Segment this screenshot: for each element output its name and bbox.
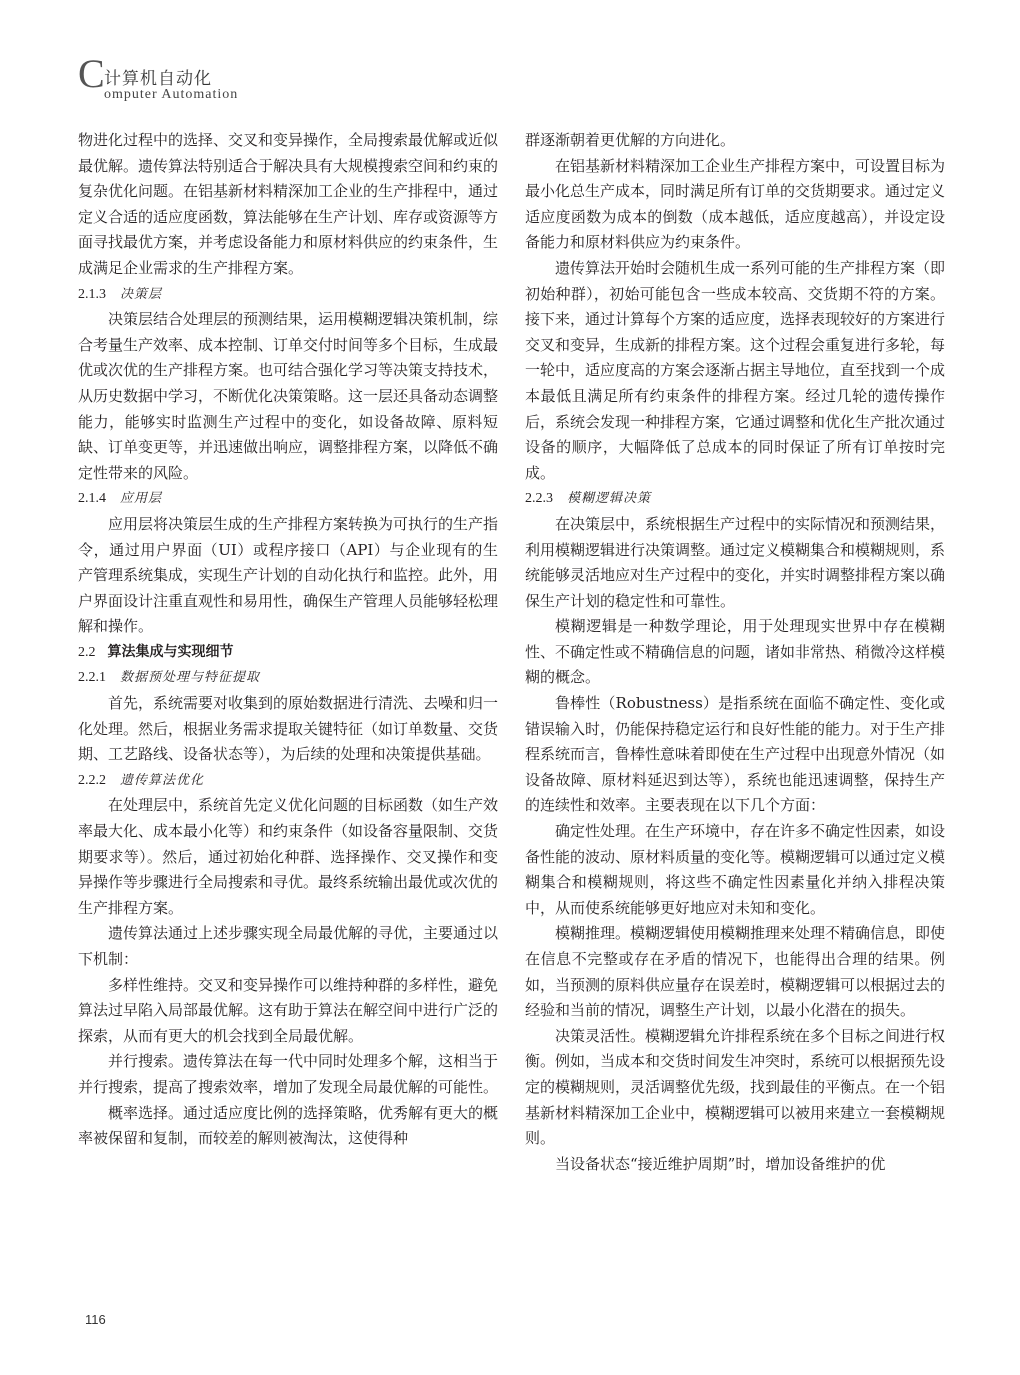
page-number: 116 xyxy=(85,1312,106,1327)
paragraph: 鲁棒性（Robustness）是指系统在面临不确定性、变化或错误输入时，仍能保持稳定运行和良好性能的能力。对于生产排程系统而言，鲁棒性意味着即使在生产过程中出现意外情况（如设备故障、原材料延迟到达等），系统也能迅速调整，保持生产的连续性和效率。主要表现在以下几个方面： xyxy=(525,694,946,815)
section-number: 2.2.1 xyxy=(78,670,106,686)
journal-title-cn: 计算机自动化 xyxy=(104,69,212,89)
section-heading-2-2-2 xyxy=(78,768,498,794)
paragraph: 多样性维持。交叉和变异操作可以维持种群的多样性，避免算法过早陷入局部最优解。这有助于算法在解空间中进行广泛的探索，从而有更大的机会找到全局最优解。 xyxy=(78,975,499,1045)
section-title: 数据预处理与特征提取 xyxy=(120,670,261,686)
paragraph: 物进化过程中的选择、交叉和变异操作，全局搜索最优解或近似最优解。遗传算法特别适合于解决具有大规模搜索空间和约束的复杂优化问题。在铝基新材料精深加工企业的生产排程中，通过定义合适的适应度函数，算法能够在生产计划、库存或资源等方面寻找最优方案，并考虑设备能力和原材料供应的约束条件，生成满足企业需求的生产排程方案。 xyxy=(78,131,499,277)
section-title: 算法集成与实现细节 xyxy=(107,643,234,660)
paragraph: 在处理层中，系统首先定义优化问题的目标函数（如生产效率最大化、成本最小化等）和约束条件（如设备容量限制、交货期要求等）。然后，通过初始化种群、选择操作、交叉操作和变异操作等步骤进行全局搜索和寻优。最终系统输出最优或次优的生产排程方案。 xyxy=(78,796,499,917)
journal-title-en: omputer Automation xyxy=(104,87,239,102)
section-heading-2-2-1 xyxy=(78,665,498,691)
journal-logo-letter: C xyxy=(78,51,105,96)
section-title: 决策层 xyxy=(120,286,163,302)
section-title: 模糊逻辑决策 xyxy=(567,491,652,507)
section-number: 2.2.2 xyxy=(78,772,106,788)
paragraph: 模糊逻辑是一种数学理论，用于处理现实世界中存在模糊性、不确定性或不精确信息的问题，诸如非常热、稍微冷这样模糊的概念。 xyxy=(525,617,946,687)
journal-header xyxy=(78,51,378,106)
section-number: 2.1.4 xyxy=(78,491,106,507)
paragraph: 应用层将决策层生成的生产排程方案转换为可执行的生产指令，通过用户界面（UI）或程序接口（API）与企业现有的生产管理系统集成，实现生产计划的自动化执行和监控。此外，用户界面设计注重直观性和易用性，确保生产管理人员能够轻松理解和操作。 xyxy=(78,514,499,636)
paragraph: 确定性处理。在生产环境中，存在许多不确定性因素，如设备性能的波动、原材料质量的变化等。模糊逻辑可以通过定义模糊集合和模糊规则，将这些不确定性因素量化并纳入排程决策中，从而使系统能够更好地应对未知和变化。 xyxy=(525,822,946,917)
left-column xyxy=(78,128,498,1152)
section-number: 2.2.3 xyxy=(525,491,553,507)
section-title: 应用层 xyxy=(120,491,163,507)
section-number: 2.1.3 xyxy=(78,286,106,302)
paragraph: 当设备状态“接近维护周期”时，增加设备维护的优 xyxy=(555,1154,886,1173)
paragraph: 在决策层中，系统根据生产过程中的实际情况和预测结果，利用模糊逻辑进行决策调整。通过定义模糊集合和模糊规则，系统能够灵活地应对生产过程中的变化，并实时调整排程方案以确保生产计划的稳定性和可靠性。 xyxy=(525,514,946,610)
paragraph: 概率选择。通过适应度比例的选择策略，优秀解有更大的概率被保留和复制，而较差的解则被淘汰，这使得种 xyxy=(78,1103,499,1148)
section-number: 2.2 xyxy=(78,644,96,660)
section-heading-2-1-3 xyxy=(78,282,498,308)
section-heading-2-2-3 xyxy=(525,486,945,512)
paragraph: 遗传算法开始时会随机生成一系列可能的生产排程方案（即初始种群），初始可能包含一些成本较高、交货期不符的方案。接下来，通过计算每个方案的适应度，选择表现较好的方案进行交叉和变异，生成新的排程方案。这个过程会重复进行多轮，每一轮中，适应度高的方案会逐渐占据主导地位，直至找到一个成本最低且满足所有约束条件的排程方案。经过几轮的遗传操作后，系统会发现一种排程方案，它通过调整和优化生产批次通过设备的顺序，大幅降低了总成本的同时保证了所有订单按时完成。 xyxy=(525,258,946,482)
paragraph: 模糊推理。模糊逻辑使用模糊推理来处理不精确信息，即使在信息不完整或存在矛盾的情况下，也能得出合理的结果。例如，当预测的原料供应量存在误差时，模糊逻辑可以根据过去的经验和当前的情况，调整生产计划，以最小化潜在的损失。 xyxy=(525,924,946,1020)
section-heading-2-2 xyxy=(78,640,498,666)
paragraph: 并行搜索。遗传算法在每一代中同时处理多个解，这相当于并行搜索，提高了搜索效率，增加了发现全局最优解的可能性。 xyxy=(78,1052,499,1096)
paragraph: 遗传算法通过上述步骤实现全局最优解的寻优，主要通过以下机制： xyxy=(78,924,499,968)
section-heading-2-1-4 xyxy=(78,486,498,512)
right-column xyxy=(525,128,945,1177)
paragraph: 在铝基新材料精深加工企业生产排程方案中，可设置目标为最小化总生产成本，同时满足所有订单的交货期要求。通过定义适应度函数为成本的倒数（成本越低，适应度越高），并设定设备能力和原材料供应为约束条件。 xyxy=(525,156,946,252)
section-title: 遗传算法优化 xyxy=(120,772,205,788)
paragraph: 决策灵活性。模糊逻辑允许排程系统在多个目标之间进行权衡。例如，当成本和交货时间发生冲突时，系统可以根据预先设定的模糊规则，灵活调整优先级，找到最佳的平衡点。在一个铝基新材料精深加工企业中，模糊逻辑可以被用来建立一套模糊规则。 xyxy=(525,1026,946,1148)
paragraph: 群逐渐朝着更优解的方向进化。 xyxy=(525,131,736,149)
paragraph: 决策层结合处理层的预测结果，运用模糊逻辑决策机制，综合考量生产效率、成本控制、订单交付时间等多个目标，生成最优或次优的生产排程方案。也可结合强化学习等决策支持技术，从历史数据中学习，不断优化决策策略。这一层还具备动态调整能力，能够实时监测生产过程中的变化，如设备故障、原料短缺、订单变更等，并迅速做出响应，调整排程方案，以降低不确定性带来的风险。 xyxy=(78,310,499,482)
paragraph: 首先，系统需要对收集到的原始数据进行清洗、去噪和归一化处理。然后，根据业务需求提取关键特征（如订单数量、交货期、工艺路线、设备状态等），为后续的处理和决策提供基础。 xyxy=(78,694,499,764)
